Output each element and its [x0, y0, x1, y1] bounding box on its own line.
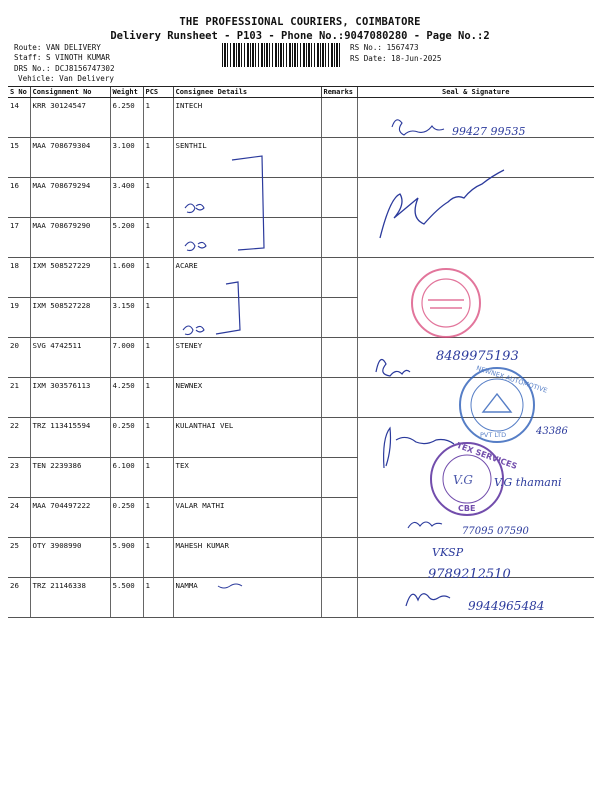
cell-signature [357, 218, 594, 258]
table-row [8, 298, 594, 338]
cell-wt: 5.200 [110, 218, 143, 258]
stamp-text: TEX SERVICES [455, 440, 519, 471]
column-header: Seal & Signature [357, 87, 594, 98]
cell-cn: TRZ 113415594 [30, 418, 110, 458]
cell-remarks [321, 498, 357, 538]
table-row [8, 218, 594, 258]
cell-cn: IXM 508527229 [30, 258, 110, 298]
cell-consignee: NAMMA [173, 578, 321, 618]
cell-signature [357, 178, 594, 218]
cell-wt: 6.100 [110, 458, 143, 498]
cell-pcs: 1 [143, 378, 173, 418]
column-header: S No [8, 87, 30, 98]
table-row [8, 378, 594, 418]
table-row [8, 338, 594, 378]
cell-remarks [321, 418, 357, 458]
cell-consignee: SENTHIL [173, 138, 321, 178]
cell-pcs: 1 [143, 258, 173, 298]
cell-consignee: VALAR MATHI [173, 498, 321, 538]
cell-remarks [321, 138, 357, 178]
column-header: Remarks [321, 87, 357, 98]
cell-sno: 19 [8, 298, 30, 338]
cell-consignee: STENEY [173, 338, 321, 378]
cell-sno: 17 [8, 218, 30, 258]
cell-pcs: 1 [143, 498, 173, 538]
vehicle-label: Vehicle: Van Delivery [18, 74, 115, 83]
runsheet-table [8, 86, 594, 618]
cell-consignee: KULANTHAI VEL [173, 418, 321, 458]
table-row [8, 578, 594, 618]
cell-consignee [173, 298, 321, 338]
cell-sno: 26 [8, 578, 30, 618]
cell-signature [357, 418, 594, 458]
table-row [8, 418, 594, 458]
cell-wt: 3.150 [110, 298, 143, 338]
cell-signature [357, 538, 594, 578]
cell-wt: 5.500 [110, 578, 143, 618]
cell-signature [357, 258, 594, 298]
cell-signature [357, 138, 594, 178]
cell-pcs: 1 [143, 418, 173, 458]
table-row [8, 98, 594, 138]
cell-remarks [321, 98, 357, 138]
table-row [8, 138, 594, 178]
cell-wt: 1.600 [110, 258, 143, 298]
column-header: Consignee Details [173, 87, 321, 98]
cell-signature [357, 458, 594, 498]
cell-consignee: ACARE [173, 258, 321, 298]
cell-wt: 0.250 [110, 498, 143, 538]
cell-pcs: 1 [143, 98, 173, 138]
handwritten-phone: 99427 99535 [452, 125, 526, 138]
runsheet-subtitle: Delivery Runsheet - P103 - Phone No.:9047080280 - Page No.:2 [110, 30, 490, 42]
cell-cn: MAA 704497222 [30, 498, 110, 538]
cell-consignee: NEWNEX [173, 378, 321, 418]
cell-signature [357, 578, 594, 618]
column-header: Weight [110, 87, 143, 98]
cell-cn: MAA 708679304 [30, 138, 110, 178]
cell-cn: IXM 303576113 [30, 378, 110, 418]
cell-sno: 20 [8, 338, 30, 378]
cell-remarks [321, 178, 357, 218]
cell-remarks [321, 458, 357, 498]
cell-cn: MAA 708679290 [30, 218, 110, 258]
cell-signature [357, 338, 594, 378]
handwritten-phone: 8489975193 [436, 349, 519, 364]
cell-signature [357, 378, 594, 418]
cell-wt: 5.900 [110, 538, 143, 578]
table-row [8, 538, 594, 578]
cell-remarks [321, 578, 357, 618]
cell-wt: 0.250 [110, 418, 143, 458]
cell-signature [357, 98, 594, 138]
cell-sno: 22 [8, 418, 30, 458]
cell-pcs: 1 [143, 578, 173, 618]
table-row [8, 178, 594, 218]
cell-cn: IXM 508527228 [30, 298, 110, 338]
drs-number: DRS No.: DCJ8156747302 [14, 64, 115, 73]
handwritten-phone: 9944965484 [468, 599, 545, 613]
cell-wt: 6.250 [110, 98, 143, 138]
cell-signature [357, 298, 594, 338]
cell-sno: 16 [8, 178, 30, 218]
cell-sno: 25 [8, 538, 30, 578]
cell-cn: TRZ 21146338 [30, 578, 110, 618]
cell-remarks [321, 378, 357, 418]
cell-cn: TEN 2239386 [30, 458, 110, 498]
cell-remarks [321, 538, 357, 578]
cell-wt: 3.100 [110, 138, 143, 178]
handwritten-name: V.G thamani [494, 476, 562, 489]
stamp-text: NEWNEX AUTOMOTIVE [475, 364, 549, 395]
cell-cn: MAA 708679294 [30, 178, 110, 218]
table-row [8, 258, 594, 298]
cell-pcs: 1 [143, 218, 173, 258]
stamp-text: V.G [453, 473, 473, 487]
handwritten-number: 43386 [536, 426, 568, 437]
handwritten-phone: 9789212510 [428, 567, 511, 582]
cell-consignee [173, 178, 321, 218]
cell-remarks [321, 298, 357, 338]
table-row [8, 458, 594, 498]
cell-wt: 4.250 [110, 378, 143, 418]
cell-sno: 18 [8, 258, 30, 298]
cell-cn: KRR 30124547 [30, 98, 110, 138]
cell-consignee: MAHESH KUMAR [173, 538, 321, 578]
cell-cn: SVG 4742511 [30, 338, 110, 378]
staff-label: Staff: S VINOTH KUMAR [14, 53, 111, 62]
cell-consignee: INTECH [173, 98, 321, 138]
cell-sno: 21 [8, 378, 30, 418]
cell-pcs: 1 [143, 338, 173, 378]
column-header: Consignment No [30, 87, 110, 98]
company-title: THE PROFESSIONAL COURIERS, COIMBATORE [179, 16, 421, 28]
cell-wt: 3.400 [110, 178, 143, 218]
cell-consignee: TEX [173, 458, 321, 498]
cell-pcs: 1 [143, 178, 173, 218]
table-row [8, 498, 594, 538]
rs-number: RS No.: 1567473 [350, 43, 419, 52]
stamp-text: PVT LTD [480, 431, 507, 439]
handwritten-name: VKSP [432, 546, 464, 559]
cell-consignee [173, 218, 321, 258]
cell-remarks [321, 218, 357, 258]
cell-sno: 23 [8, 458, 30, 498]
cell-pcs: 1 [143, 458, 173, 498]
stamp-text: CBE [458, 504, 476, 513]
cell-sno: 14 [8, 98, 30, 138]
cell-remarks [321, 338, 357, 378]
cell-remarks [321, 258, 357, 298]
cell-pcs: 1 [143, 298, 173, 338]
cell-sno: 15 [8, 138, 30, 178]
rs-date: RS Date: 18-Jun-2025 [350, 54, 442, 63]
column-header: PCS [143, 87, 173, 98]
route-label: Route: VAN DELIVERY [14, 43, 101, 52]
barcode-icon [222, 43, 340, 67]
table-header-row [8, 87, 594, 98]
cell-pcs: 1 [143, 138, 173, 178]
cell-sno: 24 [8, 498, 30, 538]
cell-signature [357, 498, 594, 538]
cell-wt: 7.000 [110, 338, 143, 378]
cell-cn: OTY 3908990 [30, 538, 110, 578]
cell-pcs: 1 [143, 538, 173, 578]
handwritten-phone: 77095 07590 [462, 526, 529, 537]
